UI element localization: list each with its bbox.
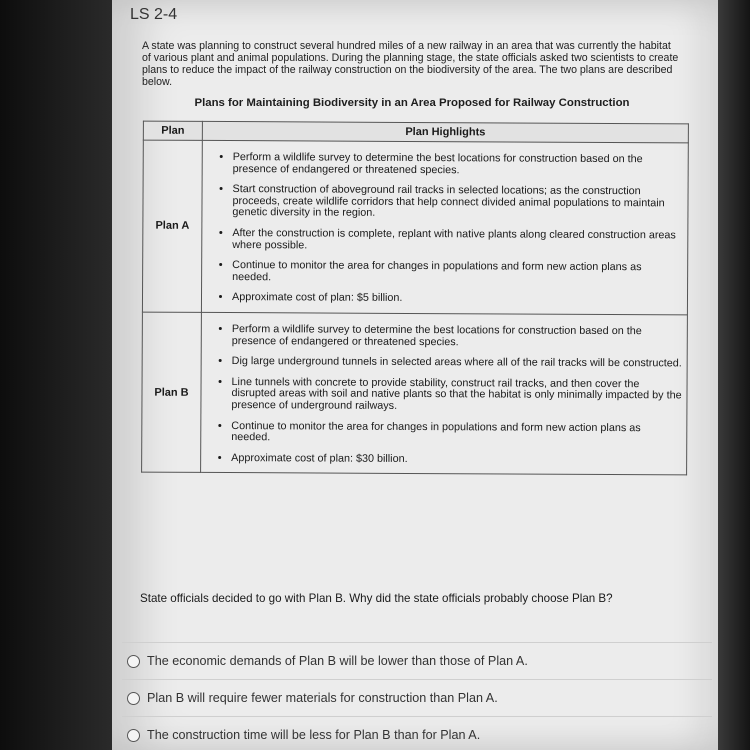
radio-button[interactable]: [127, 692, 140, 705]
plan-a-item: • Perform a wildlife survey to determine the best locations for construction based on the presence of endangered or threatened species.: [233, 152, 684, 178]
plan-b-item: • Perform a wildlife survey to determine the best locations for construction based on the presence of endangered or threatened species.: [232, 324, 683, 350]
answer-label[interactable]: Plan B will require fewer materials for construction than Plan A.: [147, 691, 498, 705]
plan-b-item: • Dig large underground tunnels in selected areas where all of the rail tracks will be constructed.: [232, 356, 683, 370]
lesson-code: LS 2-4: [130, 6, 178, 23]
answer-option-2[interactable]: [122, 679, 712, 716]
intro-paragraph: A state was planning to construct several hundred miles of a new railway in an area that was currently the habitat of various plant and animal populations. During the planning stage, the state officials asked two scientists to create plans to reduce the impact of the railway construction on the biodiversity of the area. The two plans are described below.: [142, 40, 679, 88]
plan-a-highlights: [201, 140, 688, 314]
plan-b-item: • Line tunnels with concrete to provide stability, construct rail tracks, and then cover the disrupted areas with soil and native plants so that the habitat is only minimally impacted by the presence of underground railways.: [231, 377, 682, 414]
right-screen-bezel: [718, 0, 750, 750]
plan-a-cost: • Approximate cost of plan: $5 billion.: [232, 292, 683, 306]
radio-button[interactable]: [127, 655, 140, 668]
plan-b-item: • Continue to monitor the area for changes in populations and form new action plans as needed.: [231, 421, 682, 447]
answer-label[interactable]: The construction time will be less for Plan B than for Plan A.: [147, 728, 481, 742]
plan-a-item: • After the construction is complete, replant with native plants along cleared construction areas where possible.: [232, 228, 683, 254]
plan-b-highlights: [201, 312, 688, 475]
plans-table: [141, 121, 689, 476]
plan-b-row: [142, 312, 688, 475]
plan-a-item: • Continue to monitor the area for changes in populations and form new action plans as needed.: [232, 260, 683, 286]
plan-column-header: Plan: [143, 121, 202, 140]
answer-option-1[interactable]: [122, 642, 712, 679]
question-page: [112, 0, 718, 750]
answer-option-3[interactable]: [122, 716, 712, 750]
left-screen-bezel: [0, 0, 112, 750]
answer-label[interactable]: The economic demands of Plan B will be lower than those of Plan A.: [147, 654, 528, 668]
question-text: State officials decided to go with Plan B. Why did the state officials probably choose Plan B?: [140, 592, 613, 605]
plan-b-name: Plan B: [142, 312, 202, 473]
table-title: Plans for Maintaining Biodiversity in an Area Proposed for Railway Construction: [194, 97, 630, 109]
plan-b-cost: • Approximate cost of plan: $30 billion.: [231, 453, 682, 467]
plan-a-item: • Start construction of aboveground rail tracks in selected locations; as the construction proceeds, create wildlife corridors that help connect divided animal populations to maintain genetic diversity in the region.: [232, 184, 683, 221]
plan-a-name: Plan A: [142, 140, 202, 312]
radio-button[interactable]: [127, 729, 140, 742]
answer-choices: [122, 642, 712, 750]
plan-a-row: [142, 140, 688, 315]
highlights-column-header: Plan Highlights: [202, 121, 688, 143]
